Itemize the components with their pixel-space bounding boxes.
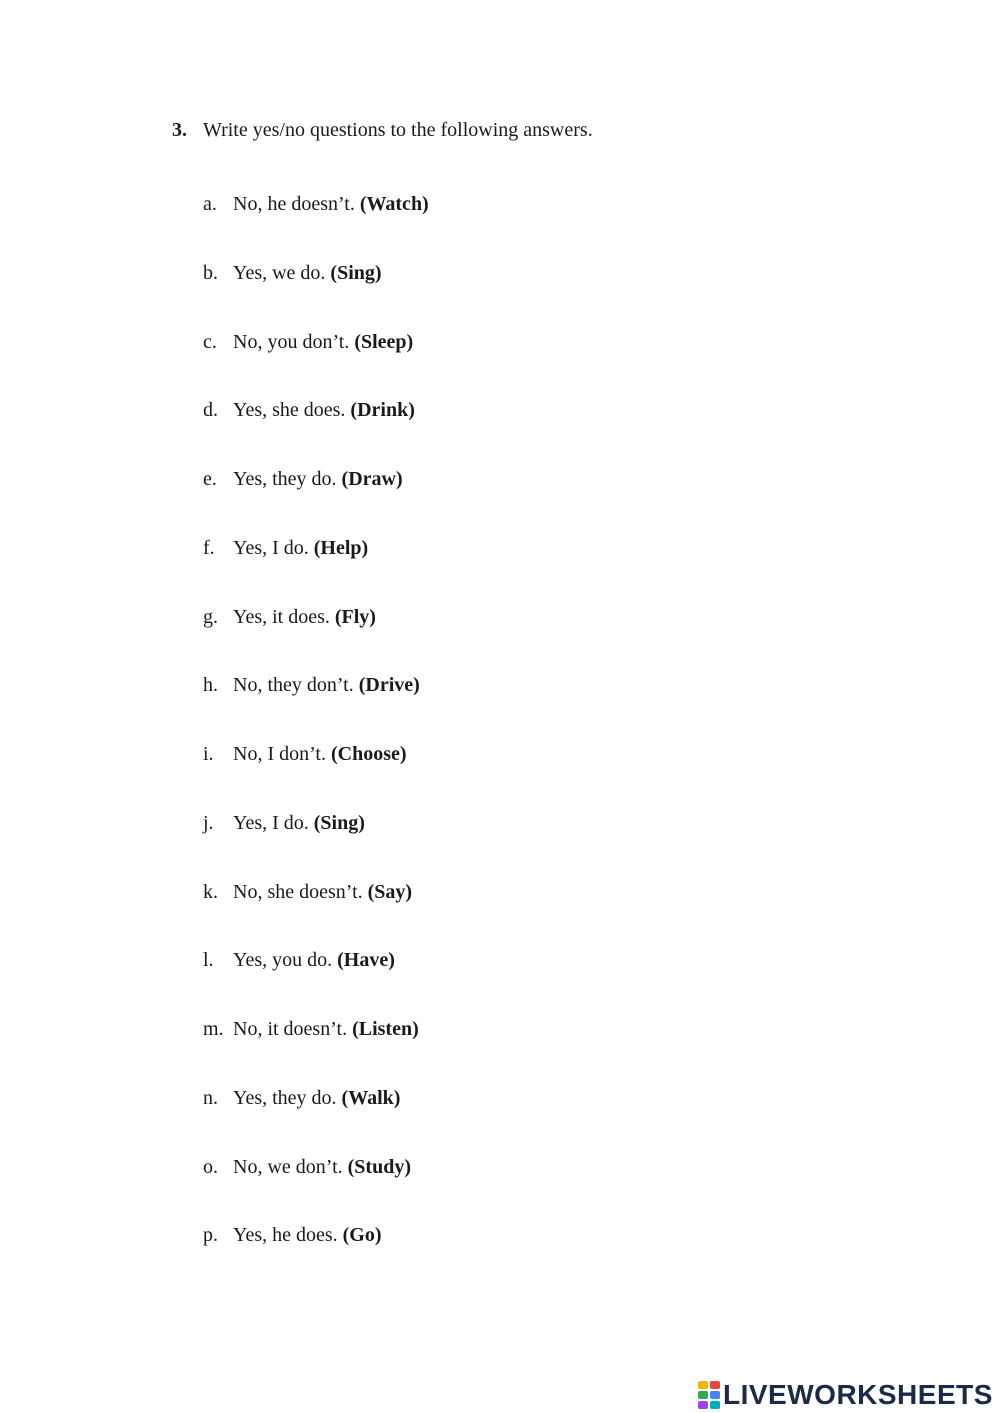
list-item	[203, 259, 429, 328]
item-answer: Yes, they do.	[233, 1086, 337, 1109]
list-item	[203, 671, 429, 740]
item-verb: (Sleep)	[354, 330, 414, 353]
list-item	[203, 603, 429, 672]
item-answer: Yes, it does.	[233, 605, 330, 628]
logo-mark-block	[698, 1391, 708, 1399]
item-answer: No, I don’t.	[233, 743, 326, 765]
item-letter: e.	[203, 468, 217, 490]
liveworksheets-logo	[698, 1377, 993, 1413]
item-verb: (Listen)	[352, 1018, 419, 1040]
list-item	[203, 190, 429, 259]
item-letter: d.	[203, 399, 218, 422]
liveworksheets-mark-icon	[698, 1381, 720, 1409]
item-letter: b.	[203, 261, 218, 284]
item-verb: (Have)	[337, 949, 395, 972]
logo-mark-block	[710, 1391, 720, 1399]
item-answer: Yes, I do.	[233, 811, 309, 834]
item-letter: l.	[203, 949, 214, 972]
item-answer: No, it doesn’t.	[233, 1018, 348, 1040]
list-item	[203, 465, 429, 534]
item-answer: Yes, she does.	[233, 399, 346, 422]
logo-mark-block	[698, 1401, 708, 1409]
item-verb: (Drive)	[358, 674, 420, 697]
list-item	[203, 1015, 429, 1084]
list-item	[203, 1221, 429, 1290]
list-item	[203, 809, 429, 878]
item-letter: k.	[203, 880, 218, 903]
list-item	[203, 878, 429, 947]
list-item	[203, 1153, 429, 1222]
item-answer: Yes, they do.	[233, 468, 337, 490]
item-verb: (Study)	[347, 1155, 411, 1178]
question-number: 3.	[172, 119, 187, 141]
item-letter: h.	[203, 674, 218, 697]
list-item	[203, 534, 429, 603]
item-verb: (Sing)	[313, 811, 365, 834]
question-instruction: Write yes/no questions to the following answers.	[203, 119, 593, 141]
item-answer: Yes, we do.	[233, 261, 326, 284]
list-item	[203, 1084, 429, 1153]
list-item	[203, 946, 429, 1015]
item-verb: (Go)	[342, 1224, 382, 1247]
item-verb: (Draw)	[341, 468, 403, 490]
item-answer: No, she doesn’t.	[233, 880, 363, 903]
item-letter: j.	[203, 811, 214, 834]
question-heading	[172, 116, 593, 144]
item-letter: a.	[203, 193, 217, 215]
logo-text: LIVEWORKSHEETS	[723, 1379, 993, 1410]
answer-list	[203, 190, 429, 1290]
item-answer: Yes, he does.	[233, 1224, 338, 1247]
item-verb: (Watch)	[359, 193, 429, 215]
item-answer: Yes, I do.	[233, 536, 309, 559]
item-answer: No, we don’t.	[233, 1155, 343, 1178]
item-verb: (Choose)	[330, 743, 407, 765]
list-item	[203, 740, 429, 809]
item-verb: (Walk)	[341, 1086, 401, 1109]
item-letter: f.	[203, 536, 215, 559]
logo-mark-block	[710, 1401, 720, 1409]
logo-mark-block	[710, 1381, 720, 1389]
logo-mark-block	[698, 1381, 708, 1389]
item-answer: No, they don’t.	[233, 674, 354, 697]
item-letter: n.	[203, 1086, 218, 1109]
list-item	[203, 328, 429, 397]
item-verb: (Drink)	[350, 399, 415, 422]
list-item	[203, 396, 429, 465]
item-verb: (Sing)	[330, 261, 382, 284]
item-letter: i.	[203, 743, 214, 765]
item-letter: o.	[203, 1155, 218, 1178]
item-letter: g.	[203, 605, 218, 628]
item-letter: p.	[203, 1224, 218, 1247]
item-verb: (Fly)	[334, 605, 376, 628]
item-verb: (Help)	[313, 536, 369, 559]
item-answer: No, you don’t.	[233, 330, 350, 353]
item-letter: m.	[203, 1018, 224, 1040]
item-answer: Yes, you do.	[233, 949, 333, 972]
item-letter: c.	[203, 330, 217, 353]
item-answer: No, he doesn’t.	[233, 193, 355, 215]
item-verb: (Say)	[367, 880, 413, 903]
